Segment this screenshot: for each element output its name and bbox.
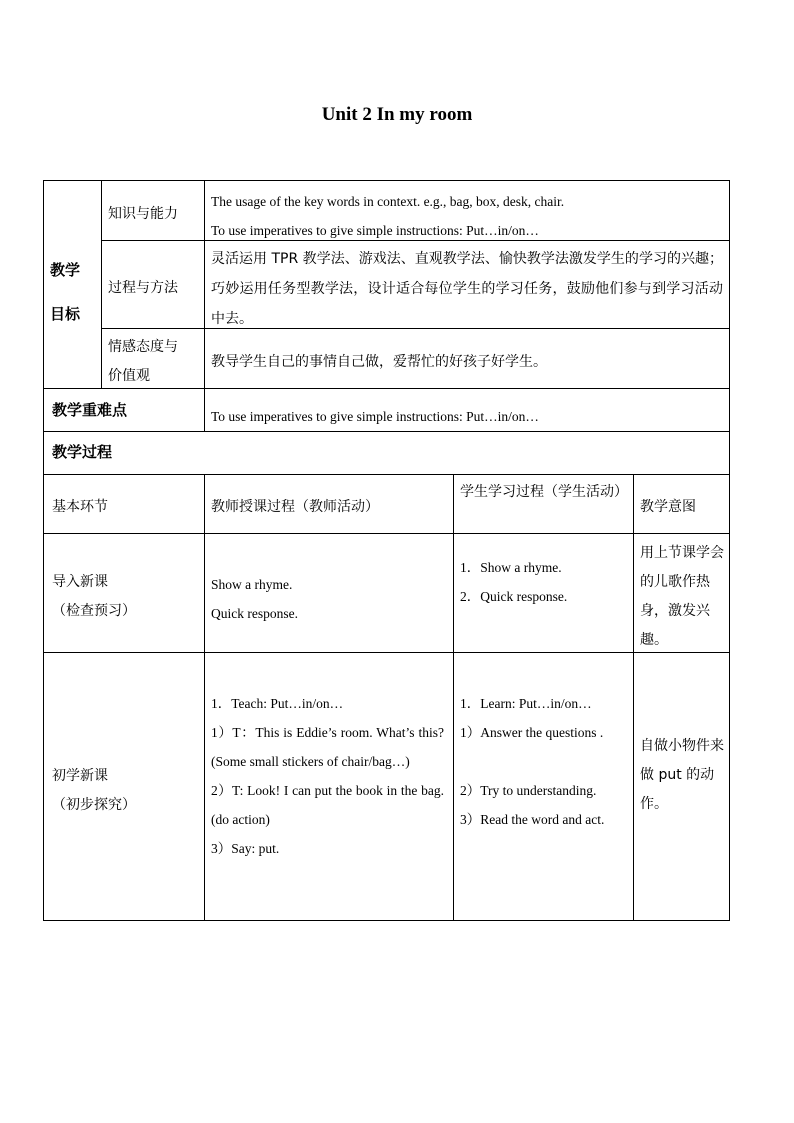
col-header-intent: 教学意图 xyxy=(640,499,696,515)
objectives-header: 教学 目标 xyxy=(50,261,81,323)
key-points-label: 教学重难点 xyxy=(52,401,128,419)
emotion-label: 情感态度与 价值观 xyxy=(108,339,178,384)
table-row-2-stage: 初学新课 （初步探究） xyxy=(52,768,136,813)
process-section-header: 教学过程 xyxy=(52,443,113,461)
table-row-1-stage: 导入新课 （检查预习） xyxy=(52,574,136,619)
table-row-2-intent: 自做小物件来做 put 的动作。 xyxy=(640,738,724,812)
col-header-stage: 基本环节 xyxy=(52,499,108,515)
table-row-1-intent: 用上节课学会的儿歌作热身，激发兴趣。 xyxy=(640,545,724,648)
table-row-1-teacher: Show a rhyme. Quick response. xyxy=(211,577,298,621)
knowledge-content: The usage of the key words in context. e.g., bag, box, desk, chair. To use imperatives to give simple instructions: Put…in/on… xyxy=(211,194,565,238)
table-row-1-student: 1．Show a rhyme. 2．Quick response. xyxy=(460,560,568,604)
page-title: Unit 2 In my room xyxy=(321,104,473,125)
process-method-label: 过程与方法 xyxy=(108,280,178,296)
key-points-content: To use imperatives to give simple instructions: Put…in/on… xyxy=(211,409,539,424)
knowledge-label: 知识与能力 xyxy=(108,206,178,222)
col-header-student: 学生学习过程（学生活动） xyxy=(460,484,628,500)
table-row-2-teacher: 1．Teach: Put…in/on… 1）T：This is Eddie’s room. What’s this? (Some small stickers of chair/bag…) 2）T: Look! I can put the book in the bag.(do action) 3）Say: put. xyxy=(211,696,444,856)
process-method-content: 灵活运用 TPR 教学法、游戏法、直观教学法、愉快教学法激发学生的学习的兴趣；巧妙运用任务型教学法，设计适合每位学生的学习任务，鼓励他们参与到学习活动中去。 xyxy=(211,251,723,327)
table-row-2-student: 1．Learn: Put…in/on… 1）Answer the questions . 2）Try to understanding. 3）Read the word and act. xyxy=(460,696,605,827)
col-header-teacher: 教师授课过程（教师活动） xyxy=(211,499,379,515)
emotion-content: 教导学生自己的事情自己做，爱帮忙的好孩子好学生。 xyxy=(211,354,547,370)
